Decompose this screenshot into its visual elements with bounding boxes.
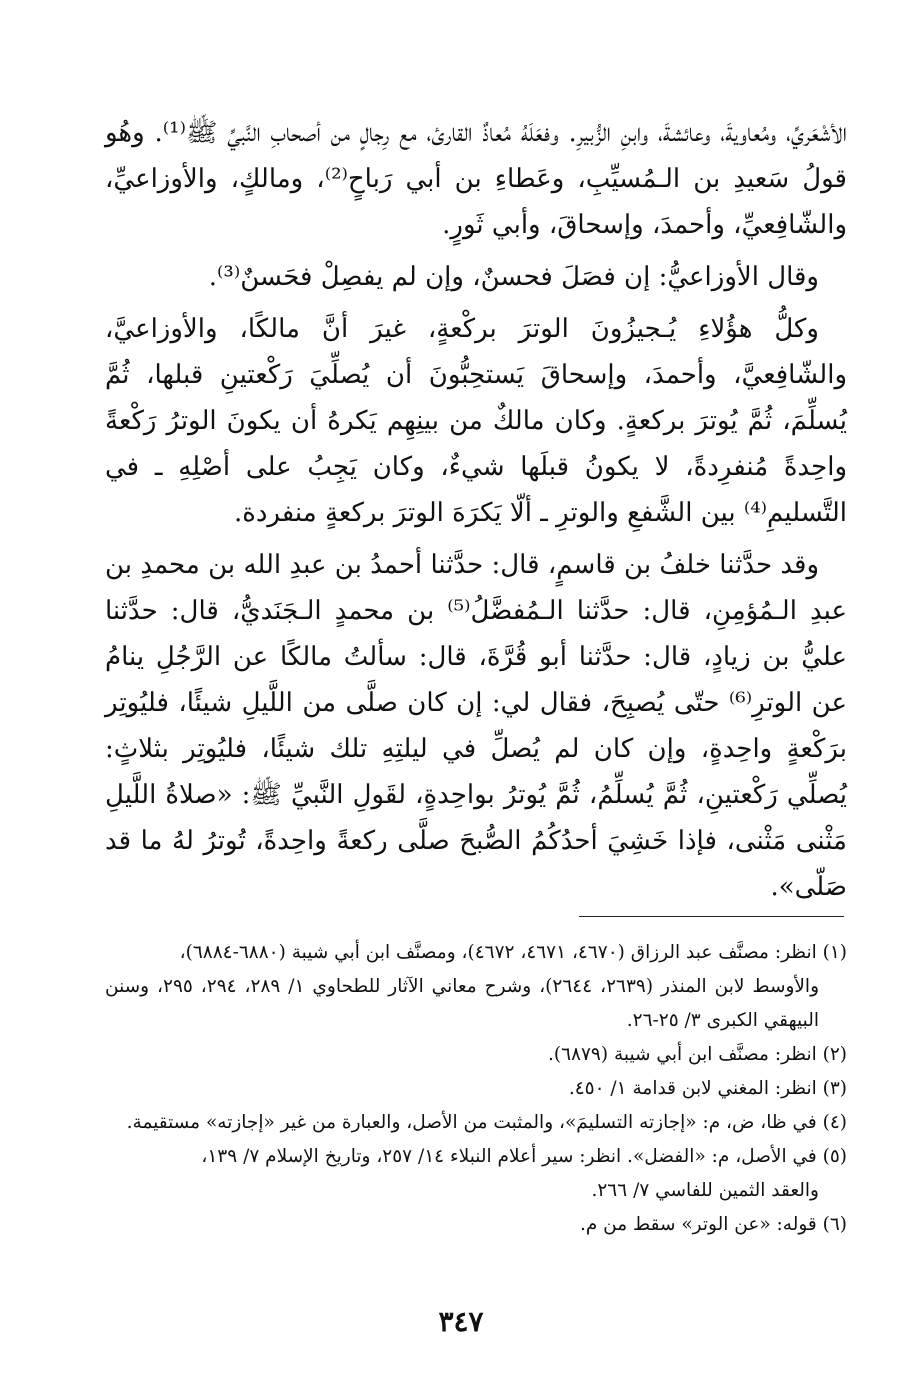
paragraph-2: وقال الأوزاعيُّ: إن فصَلَ فحسنٌ، وإن لم يفصِلْ فحَسنٌ⁽³⁾. [208, 262, 819, 292]
paragraph-4: وقد حدَّثنا خلفُ بن قاسمٍ، قال: حدَّثنا أحمدُ بن عبدِ الله بن محمدِ بن عبدِ الـمُؤمِنِ، قال: حدَّثنا الـمُفضَّلُ⁽⁵⁾ بن محمدٍ الـجَنَديُّ، قال: حدَّثنا عليُّ بن زيادٍ، قال: حدَّثنا أبو قُرَّةَ، قال: سألتُ مالكًا عن الرَّجُلِ ينامُ عن الوترِ⁽⁶⁾ حتّى يُصبِحَ، فقال لي: إن كان صلَّى من اللَّيلِ شيئًا، فليُوتِر برَكْعةٍ واحِدةٍ، وإن كان لم يُصلِّ في ليلتِهِ تلك شيئًا، فليُوتِر بثلاثٍ: يُصلِّي رَكْعتينِ، ثُمَّ يُسلِّمُ، ثُمَّ يُوترُ بواحِدةٍ، لقَولِ النَّبيِّ ﷺ: «صلاةُ اللَّيلِ مَثْنى مَثْنى، فإذا خَشِيَ أحدُكُمُ الصُّبحَ صلَّى ركعةً واحِدةً، تُوترُ لهُ ما قد صَلّى». [105, 550, 847, 902]
footnote-2 [105, 1038, 847, 1072]
footnote-separator [579, 916, 844, 917]
main-text [105, 110, 847, 916]
paragraph-1: الأشْعَريِّ، ومُعاويةَ، وعائشةَ، وابنِ الزُّبيرِ. وفعَلَهُ مُعاذٌ القارئ، مع رِجالٍ من أصحابِ النَّبيِّ ﷺ⁽¹⁾. وهُو قولُ سَعيدِ بن الـمُسيِّبِ، وعَطاءِ بن أبي رَباحٍ⁽²⁾، ومالكٍ، والأوزاعيِّ، والشّافِعيِّ، وأحمدَ، وإسحاقَ، وأبي ثَورٍ. [105, 118, 847, 240]
footnote-3 [105, 1072, 847, 1106]
footnotes [105, 936, 847, 1242]
paragraph-3: وكلُّ هؤُلاءِ يُـجيزُونَ الوترَ بركْعةٍ، غيرَ أنَّ مالكًا، والأوزاعيَّ، والشّافِعيَّ، وأحمدَ، وإسحاقَ يَستحِبُّونَ أن يُصلِّيَ رَكْعتينِ قبلها، ثُمَّ يُسلِّمَ، ثُمَّ يُوترَ بركعةٍ. وكان مالكٌ من بينِهِم يَكرهُ أن يكونَ الوترُ رَكْعةً واحِدةً مُنفرِدةً، لا يكونُ قبلَها شيءٌ، وكان يَجِبُ على أصْلِهِ ـ في التَّسليمِ⁽⁴⁾ بين الشَّفعِ والوترِ ـ ألّا يَكرَهَ الوترَ بركعةٍ منفردة. [105, 314, 847, 528]
footnote-6 [105, 1208, 847, 1242]
footnote-1 [105, 936, 847, 1038]
footnote-continuation: والأوسط لابن المنذر (٢٦٣٩، ٢٦٤٤)، وشرح معاني الآثار للطحاوي ١/ ٢٨٩، ٢٩٤، ٢٩٥، وسنن البيهقي الكبرى ٣/ ٢٥-٢٦. [105, 976, 820, 1031]
footnote-text: (٦) قوله: «عن الوتر» سقط من م. [579, 1214, 847, 1235]
footnote-text: (٣) انظر: المغني لابن قدامة ١/ ٤٥٠. [568, 1078, 847, 1099]
footnote-text: (٥) في الأصل، م: «الفضل». انظر: سير أعلام النبلاء ١٤/ ٢٥٧، وتاريخ الإسلام ٧/ ١٣٩، [201, 1146, 847, 1167]
footnote-5 [105, 1140, 847, 1208]
footnote-text: (٢) انظر: مصنَّف ابن أبي شيبة (٦٨٧٩). [548, 1044, 847, 1065]
footnote-text: (١) انظر: مصنَّف عبد الرزاق (٤٦٧٠، ٤٦٧١، ٤٦٧٢)، ومصنَّف ابن أبي شيبة (٦٨٨٠-٦٨٨٤)، [179, 942, 847, 963]
footnote-text: (٤) في ظا، ض، م: «إجازته التسليمَ»، والمثبت من الأصل، والعبارة من غير «إجازته» مستقيمة. [126, 1112, 847, 1133]
footnote-4 [105, 1106, 847, 1140]
footnote-continuation: والعقد الثمين للفاسي ٧/ ٢٦٦. [591, 1180, 819, 1201]
page-number: ٣٤٧ [438, 1305, 484, 1338]
